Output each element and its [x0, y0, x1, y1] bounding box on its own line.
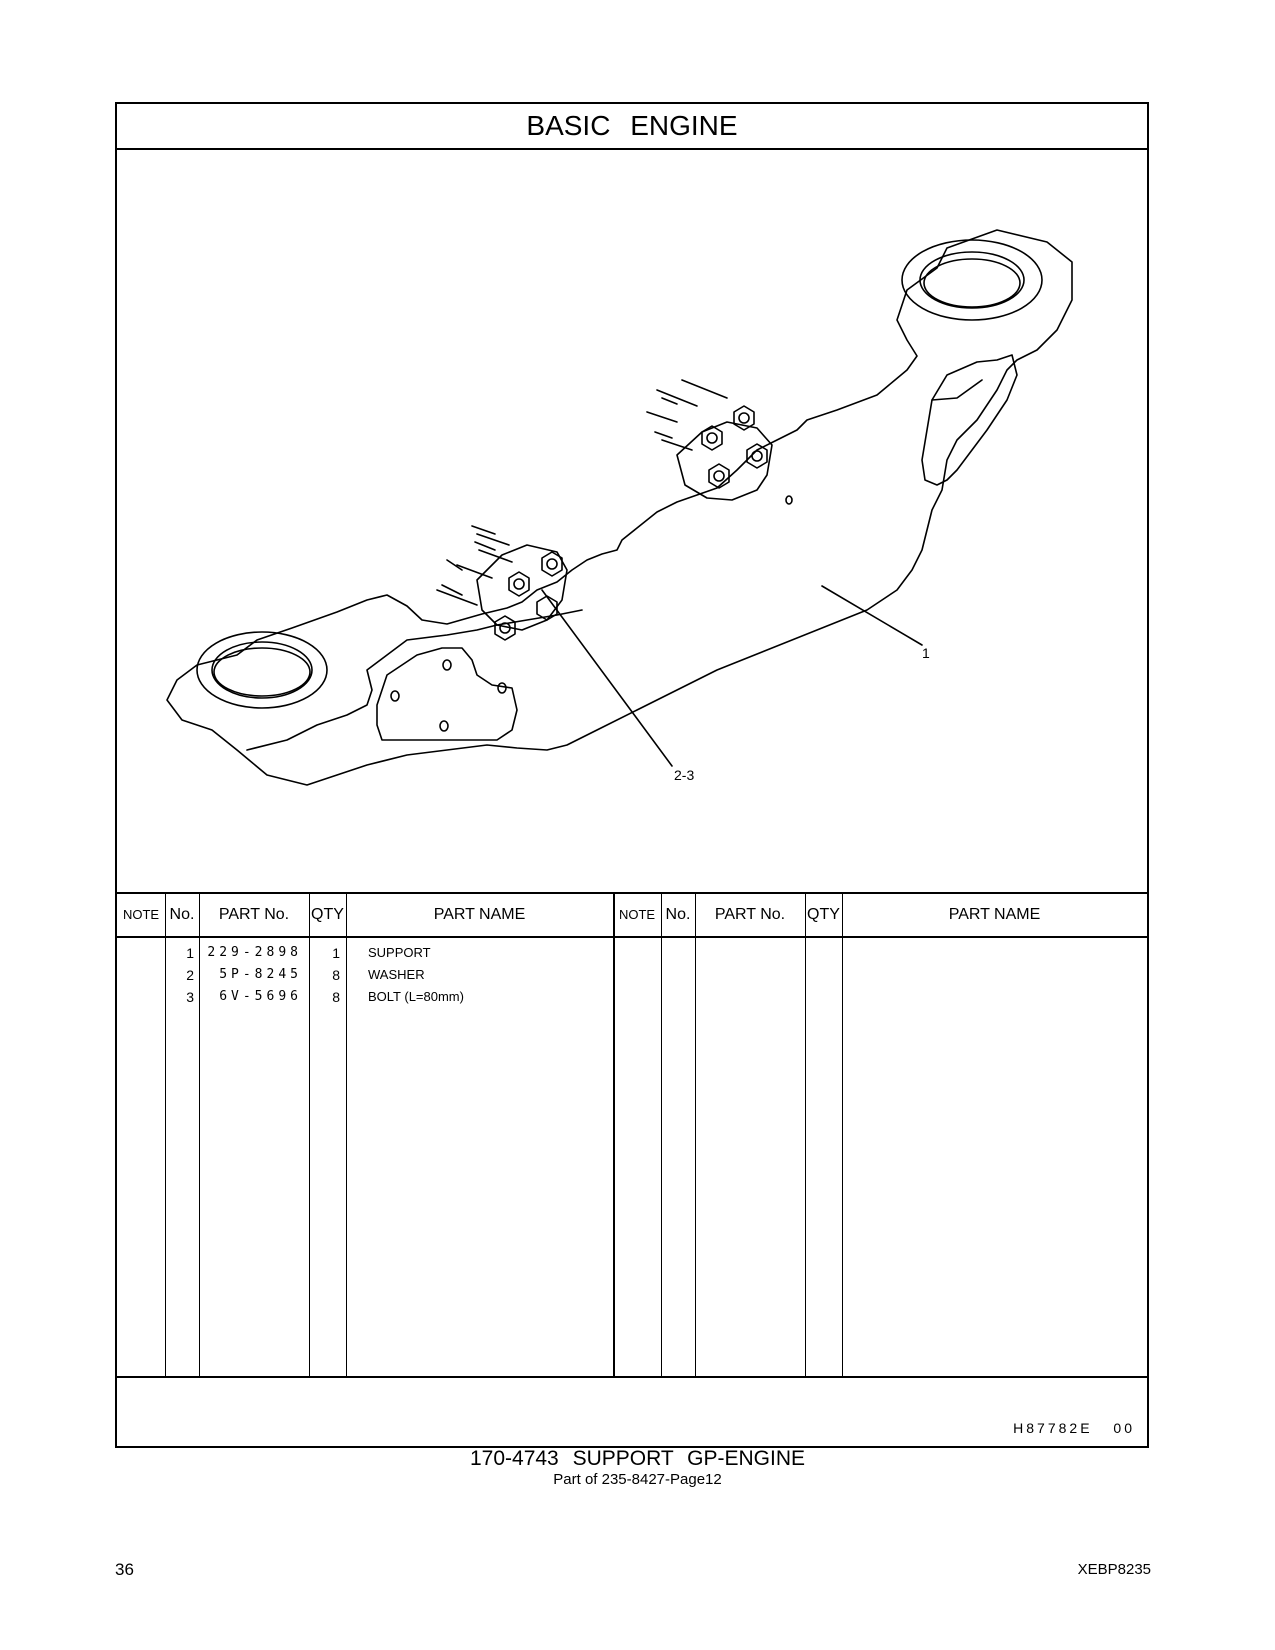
parts-illustration	[117, 150, 1147, 892]
callout-1: 1	[922, 645, 930, 661]
header-qty-left: QTY	[311, 906, 344, 923]
header-part-name-left: PART NAME	[433, 906, 526, 923]
parts-page-frame	[115, 102, 1149, 1448]
header-part-no-left: PART No.	[218, 906, 290, 923]
table-row	[117, 964, 1147, 986]
page-number: 36	[115, 1560, 134, 1579]
header-part-no-right: PART No.	[714, 906, 786, 923]
header-no-right: No.	[665, 906, 691, 923]
row-no: 1	[186, 945, 194, 961]
parts-list-table	[117, 892, 1147, 1376]
row-no: 3	[186, 989, 194, 1005]
row-part-name: SUPPORT	[368, 945, 431, 960]
row-part-no: 229-2898	[207, 945, 302, 960]
row-part-no: 6V-5696	[219, 989, 302, 1004]
section-title: BASIC ENGINE	[117, 104, 1147, 150]
row-part-no: 5P-8245	[219, 967, 302, 982]
drawing-code-box	[117, 1376, 1147, 1446]
document-id: XEBP8235	[1077, 1561, 1151, 1578]
callout-2-3: 2-3	[674, 767, 695, 783]
table-row	[117, 986, 1147, 1008]
header-qty-right: QTY	[807, 906, 840, 923]
row-qty: 1	[332, 945, 340, 961]
table-row	[117, 942, 1147, 964]
engine-support-bracket-drawing-icon	[117, 150, 1147, 892]
row-qty: 8	[332, 989, 340, 1005]
drawing-code: H87782E 00	[1013, 1420, 1135, 1436]
header-note-right: NOTE	[618, 907, 656, 922]
header-no-left: No.	[169, 906, 195, 923]
row-part-name: WASHER	[368, 967, 425, 982]
group-caption: 170-4743 SUPPORT GP-ENGINE	[469, 1447, 806, 1470]
group-subcaption: Part of 235-8427-Page12	[553, 1471, 722, 1488]
header-note-left: NOTE	[122, 907, 160, 922]
row-no: 2	[186, 967, 194, 983]
row-qty: 8	[332, 967, 340, 983]
table-header	[117, 894, 1147, 938]
header-part-name-right: PART NAME	[948, 906, 1041, 923]
row-part-name: BOLT (L=80mm)	[368, 989, 464, 1004]
